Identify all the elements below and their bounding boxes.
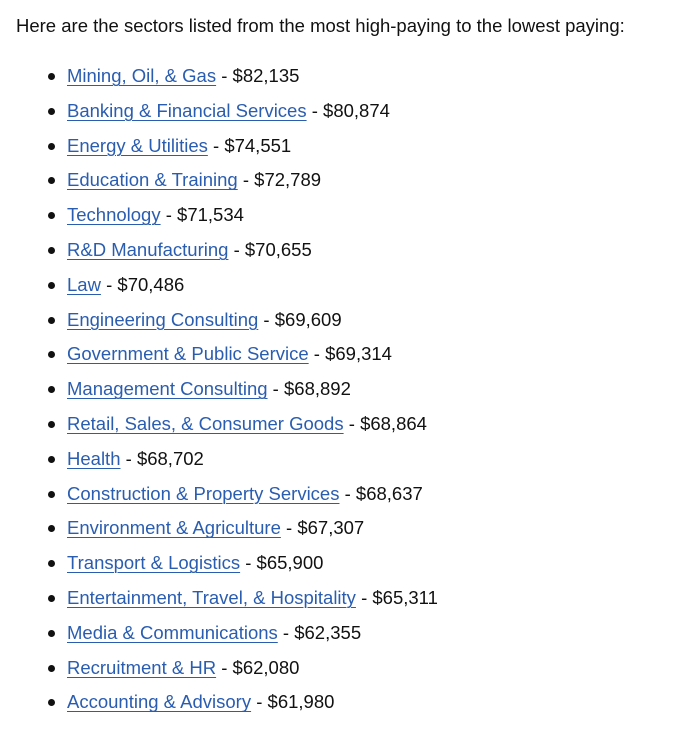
separator: - (120, 447, 137, 469)
bullet-icon (48, 699, 55, 706)
bullet-icon (48, 177, 55, 184)
separator: - (207, 134, 225, 156)
bullet-icon (48, 560, 55, 567)
sector-link[interactable]: Law (67, 273, 101, 295)
separator: - (237, 169, 255, 191)
salary-value: $62,355 (294, 621, 362, 643)
sector-link[interactable]: Retail, Sales, & Consumer Goods (67, 412, 344, 434)
separator: - (160, 204, 178, 226)
bullet-icon (48, 456, 55, 463)
list-item (16, 134, 674, 169)
list-item (16, 690, 674, 725)
bullet-icon (48, 491, 55, 498)
salary-value: $71,534 (177, 204, 244, 226)
list-item (16, 168, 674, 203)
sector-link[interactable]: Banking & Financial Services (67, 99, 307, 121)
salary-value: $69,609 (274, 308, 342, 330)
salary-value: $68,892 (284, 378, 351, 400)
list-item (16, 551, 674, 586)
bullet-icon (48, 351, 55, 358)
bullet-icon (48, 212, 55, 219)
sector-link[interactable]: Technology (67, 204, 161, 226)
list-item (16, 482, 674, 517)
bullet-icon (48, 108, 55, 115)
bullet-icon (48, 282, 55, 289)
salary-value: $68,637 (355, 482, 423, 504)
salary-value: $70,655 (244, 238, 312, 260)
sector-link[interactable]: Health (67, 447, 121, 469)
separator: - (308, 343, 326, 365)
list-item (16, 203, 674, 238)
sector-link[interactable]: Transport & Logistics (67, 552, 241, 574)
sector-link[interactable]: Engineering Consulting (67, 308, 259, 330)
separator: - (216, 65, 233, 86)
intro-text: Here are the sectors listed from the most high-paying to the lowest paying: (16, 15, 625, 36)
bullet-icon (48, 630, 55, 637)
bullet-icon (48, 247, 55, 254)
separator: - (251, 691, 268, 713)
bullet-icon (48, 143, 55, 150)
sector-list (16, 64, 674, 725)
list-item (16, 412, 674, 447)
salary-value: $67,307 (297, 517, 365, 539)
separator: - (355, 586, 373, 608)
separator: - (306, 99, 324, 121)
salary-value: $61,980 (267, 691, 335, 713)
separator: - (280, 517, 298, 539)
list-item (16, 342, 674, 377)
bullet-icon (48, 317, 55, 324)
separator: - (267, 378, 284, 400)
list-item (16, 586, 674, 621)
sector-link[interactable]: Media & Communications (67, 621, 278, 643)
sector-link[interactable]: Recruitment & HR (67, 656, 217, 678)
salary-value: $70,486 (117, 273, 185, 295)
sector-link[interactable]: Environment & Agriculture (67, 517, 281, 539)
list-item (16, 238, 674, 273)
bullet-icon (48, 421, 55, 428)
list-item (16, 656, 674, 691)
sector-link[interactable]: Energy & Utilities (67, 134, 208, 156)
sector-link[interactable]: R&D Manufacturing (67, 238, 229, 260)
bullet-icon (48, 73, 55, 80)
separator: - (100, 273, 118, 295)
sector-link[interactable]: Management Consulting (67, 378, 268, 400)
bullet-icon (48, 595, 55, 602)
list-item (16, 308, 674, 343)
sector-link[interactable]: Government & Public Service (67, 343, 309, 365)
list-item (16, 377, 674, 412)
list-item (16, 99, 674, 134)
salary-value: $82,135 (232, 65, 300, 86)
salary-value: $65,900 (256, 552, 324, 574)
salary-value: $80,874 (323, 99, 390, 121)
list-item (16, 447, 674, 482)
separator: - (216, 656, 233, 678)
sector-link[interactable]: Accounting & Advisory (67, 691, 252, 713)
salary-value: $68,702 (136, 447, 204, 469)
list-item (16, 516, 674, 551)
separator: - (228, 238, 245, 260)
bullet-icon (48, 665, 55, 672)
salary-value: $62,080 (232, 656, 300, 678)
separator: - (339, 482, 356, 504)
salary-value: $68,864 (360, 412, 427, 434)
salary-value: $65,311 (372, 586, 438, 608)
separator: - (240, 552, 257, 574)
sector-link[interactable]: Entertainment, Travel, & Hospitality (67, 586, 356, 608)
sector-link[interactable]: Mining, Oil, & Gas (67, 65, 217, 86)
separator: - (258, 308, 275, 330)
salary-value: $69,314 (325, 343, 392, 365)
bullet-icon (48, 525, 55, 532)
salary-value: $72,789 (254, 169, 322, 191)
list-item (16, 64, 674, 99)
salary-value: $74,551 (224, 134, 292, 156)
sector-link[interactable]: Construction & Property Services (67, 482, 340, 504)
bullet-icon (48, 386, 55, 393)
sector-link[interactable]: Education & Training (67, 169, 238, 191)
list-item (16, 621, 674, 656)
separator: - (277, 621, 295, 643)
list-item (16, 273, 674, 308)
separator: - (343, 412, 361, 434)
